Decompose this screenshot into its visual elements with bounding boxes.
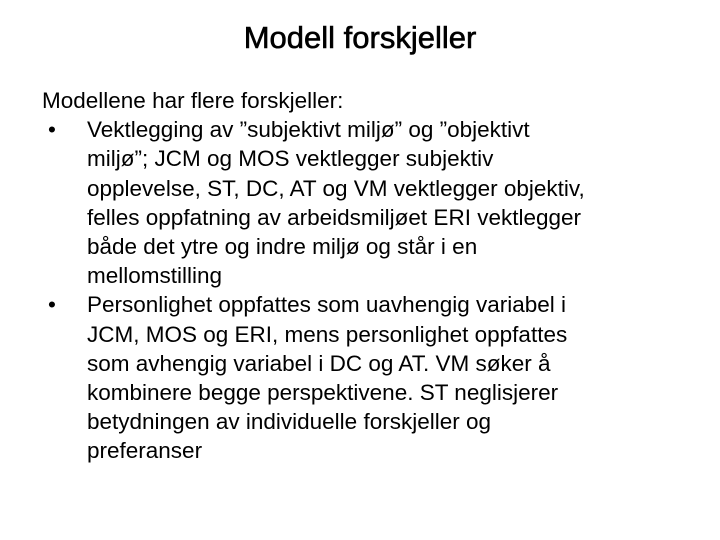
bullet-icon: • <box>48 292 56 318</box>
bullet-line: JCM, MOS og ERI, mens personlighet oppfattes <box>87 321 568 347</box>
bullet-item <box>42 290 716 465</box>
bullet-line: kombinere begge perspektivene. ST neglisjerer <box>87 380 559 406</box>
bullet-line: både det ytre og indre miljø og står i en <box>87 234 478 260</box>
bullet-line: som avhengig variabel i DC og AT. VM søker å <box>87 350 551 376</box>
bullet-line: mellomstilling <box>87 263 223 289</box>
bullet-item <box>42 115 716 290</box>
bullet-list <box>42 115 716 465</box>
intro-text: Modellene har flere forskjeller: <box>42 88 344 113</box>
bullet-line: Vektlegging av ”subjektivt miljø” og ”objektivt <box>87 117 530 143</box>
bullet-line: opplevelse, ST, DC, AT og VM vektlegger objektiv, <box>87 175 585 201</box>
bullet-line: preferanser <box>87 438 203 464</box>
slide-title: Modell forskjeller <box>243 20 477 55</box>
bullet-line: felles oppfatning av arbeidsmiljøet ERI vektlegger <box>87 204 582 230</box>
bullet-icon: • <box>48 117 56 143</box>
slide-content <box>42 86 716 466</box>
bullet-line: betydningen av individuelle forskjeller og <box>87 409 492 435</box>
bullet-line: Personlighet oppfattes som uavhengig variabel i <box>87 292 567 318</box>
bullet-line: miljø”; JCM og MOS vektlegger subjektiv <box>87 146 494 172</box>
